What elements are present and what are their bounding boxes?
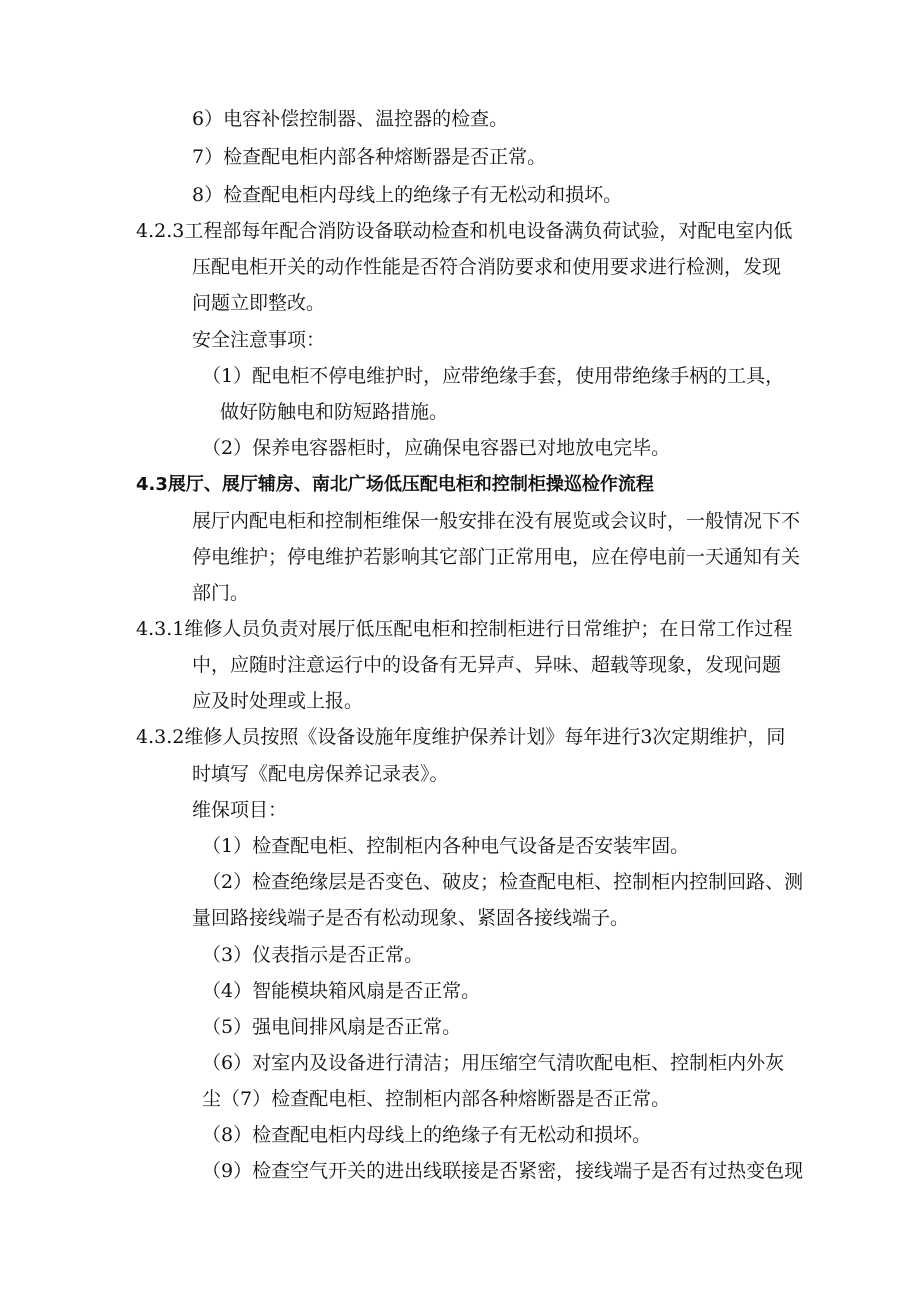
maintenance-item-2-line-2: 量回路接线端子是否有松动现象、紧固各接线端子。: [192, 907, 630, 929]
safety-note-2: （2）保养电容器柜时，应确保电容器已对地放电完毕。: [202, 437, 671, 459]
section-4-2-3-line-2: 压配电柜开关的动作性能是否符合消防要求和使用要求进行检测，发现: [192, 256, 782, 278]
maintenance-item-6-7-line: 尘（7）检查配电柜、控制柜内部各种熔断器是否正常。: [202, 1088, 671, 1110]
maintenance-item-4: （4）智能模块箱风扇是否正常。: [202, 980, 481, 1002]
maintenance-item-1: （1）检查配电柜、控制柜内各种电气设备是否安装牢固。: [202, 835, 690, 857]
maintenance-item-6-line-1: （6）对室内及设备进行清洁；用压缩空气清吹配电柜、控制柜内外灰: [202, 1052, 785, 1074]
maintenance-item-8: （8）检查配电柜内母线上的绝缘子有无松动和损坏。: [202, 1124, 652, 1146]
safety-note-1-line-1: （1）配电柜不停电维护时，应带绝缘手套，使用带绝缘手柄的工具，: [202, 365, 785, 387]
section-4-3-1-line-2: 中，应随时注意运行中的设备有无异声、异味、超载等现象，发现问题: [192, 654, 782, 676]
section-4-3-intro-line-1: 展厅内配电柜和控制柜维保一般安排在没有展览或会议时，一般情况下不: [192, 510, 801, 532]
section-4-3-1-line-3: 应及时处理或上报。: [192, 690, 364, 712]
section-4-3-2-line-2: 时填写《配电房保养记录表》。: [192, 763, 449, 785]
section-4-2-3-line-3: 问题立即整改。: [192, 292, 326, 314]
section-4-3-1-line-1: 4.3.1维修人员负责对展厅低压配电柜和控制柜进行日常维护；在日常工作过程: [136, 618, 793, 640]
safety-notes-label: 安全注意事项：: [192, 329, 326, 351]
maintenance-items-label: 维保项目：: [192, 799, 288, 821]
maintenance-item-9-line-1: （9）检查空气开关的进出线联接是否紧密，接线端子是否有过热变色现: [202, 1160, 804, 1182]
maintenance-item-5: （5）强电间排风扇是否正常。: [202, 1016, 462, 1038]
maintenance-item-3: （3）仪表指示是否正常。: [202, 944, 424, 966]
section-4-2-3-line-1: 4.2.3工程部每年配合消防设备联动检查和机电设备满负荷试验，对配电室内低: [136, 220, 793, 242]
item-8-insulator-check: 8）检查配电柜内母线上的绝缘子有无松动和损坏。: [192, 184, 623, 206]
section-4-3-heading: 4.3展厅、展厅辅房、南北广场低压配电柜和控制柜操巡检作流程: [136, 474, 654, 495]
section-4-3-intro-line-3: 部门。: [192, 582, 250, 604]
safety-note-1-line-2: 做好防触电和防短路措施。: [220, 401, 449, 423]
maintenance-item-2-line-1: （2）检查绝缘层是否变色、破皮；检查配电柜、控制柜内控制回路、测: [202, 871, 804, 893]
section-4-3-2-line-1: 4.3.2维修人员按照《设备设施年度维护保养计划》每年进行3次定期维护，同: [136, 726, 786, 748]
item-7-fuse-check: 7）检查配电柜内部各种熔断器是否正常。: [192, 146, 547, 168]
item-6-capacitor-check: 6）电容补偿控制器、温控器的检查。: [192, 108, 509, 130]
section-4-3-intro-line-2: 停电维护；停电维护若影响其它部门正常用电，应在停电前一天通知有关: [192, 546, 801, 568]
